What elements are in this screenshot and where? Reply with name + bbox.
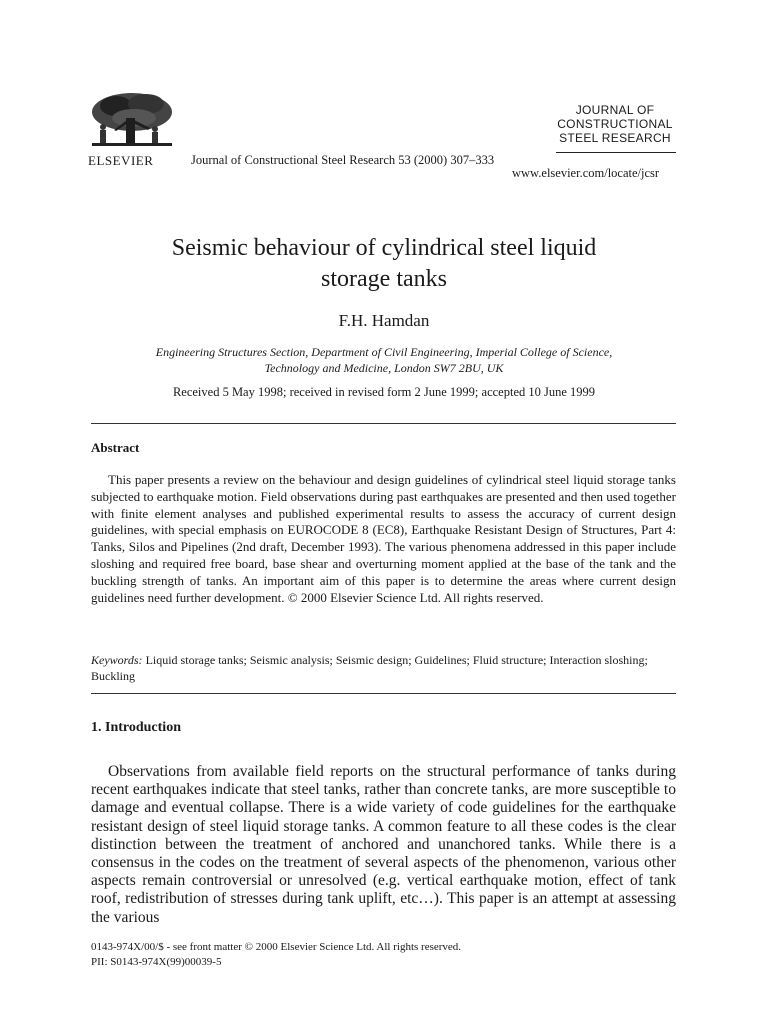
title-line: storage tanks	[321, 266, 447, 292]
journal-logo-line: STEEL RESEARCH	[559, 131, 671, 145]
footer-pii: PII: S0143-974X(99)00039-5	[91, 956, 222, 968]
title-line: Seismic behaviour of cylindrical steel liquid	[171, 235, 597, 261]
affiliation-line: Engineering Structures Section, Department of Civil Engineering, Imperial College of Science,	[155, 345, 613, 359]
abstract-heading: Abstract	[91, 440, 140, 455]
abstract-top-rule	[91, 423, 676, 424]
keywords-list: Liquid storage tanks; Seismic analysis; Seismic design; Guidelines; Fluid structure; Interaction sloshing; Buckling	[91, 653, 648, 683]
journal-logo-line: JOURNAL OF	[575, 103, 655, 117]
section-heading: 1. Introduction	[91, 720, 181, 735]
footer-copyright: 0143-974X/00/$ - see front matter © 2000 Elsevier Science Ltd. All rights reserved.	[91, 941, 462, 953]
article-title	[80, 233, 688, 295]
affiliation-line: Technology and Medicine, London SW7 2BU, UK	[264, 361, 504, 375]
journal-logo-rule	[556, 152, 676, 153]
abstract-bottom-rule	[91, 693, 676, 694]
keywords	[91, 653, 676, 684]
author-name: F.H. Hamdan	[338, 311, 430, 330]
journal-logo	[540, 103, 690, 145]
keywords-label: Keywords:	[91, 653, 143, 667]
journal-logo-line: CONSTRUCTIONAL	[557, 117, 673, 131]
author-affiliation	[90, 344, 678, 376]
journal-citation: Journal of Constructional Steel Research 53 (2000) 307–333	[191, 153, 495, 167]
journal-website: www.elsevier.com/locate/jcsr	[512, 166, 660, 180]
abstract-text: This paper presents a review on the behaviour and design guidelines of cylindrical steel liquid storage tanks subjected to earthquake motion. Field observations during past earthquakes are presented and then used together with finite element analyses and published experimental results to assess the accuracy of current design guidelines, with special emphasis on EUROCODE 8 (EC8), Earthquake Resistant Design of Structures, Part 4: Tanks, Silos and Pipelines (2nd draft, December 1993). The various phenomena addressed in this paper include sloshing and required free board, base shear and overturning moment applied at the base of the tank and the buckling strength of tanks. An important aim of this paper is to determine the areas where current design guidelines need further development. © 2000 Elsevier Science Ltd. All rights reserved.	[91, 472, 676, 605]
publisher-name: ELSEVIER	[88, 153, 154, 168]
page-footer	[91, 940, 461, 970]
section-body: Observations from available field reports on the structural performance of tanks during recent earthquakes indicate that steel tanks, rather than concrete tanks, are more susceptible to damage and eventual collapse. There is a wide variety of code guidelines for the earthquake resistant design of steel liquid storage tanks. A common feature to all these codes is the clear distinction between the treatment of anchored and unanchored tanks. While there is a consensus in the codes on the treatment of several aspects of the phenomenon, various other aspects remain controversial or unresolved (e.g. vertical earthquake motion, effect of tank roof, redistribution of stresses during tank uplift, etc…). This paper is an attempt at assessing the various	[91, 763, 676, 926]
elsevier-tree-logo	[86, 90, 178, 152]
received-dates: Received 5 May 1998; received in revised form 2 June 1999; accepted 10 June 1999	[172, 385, 596, 399]
